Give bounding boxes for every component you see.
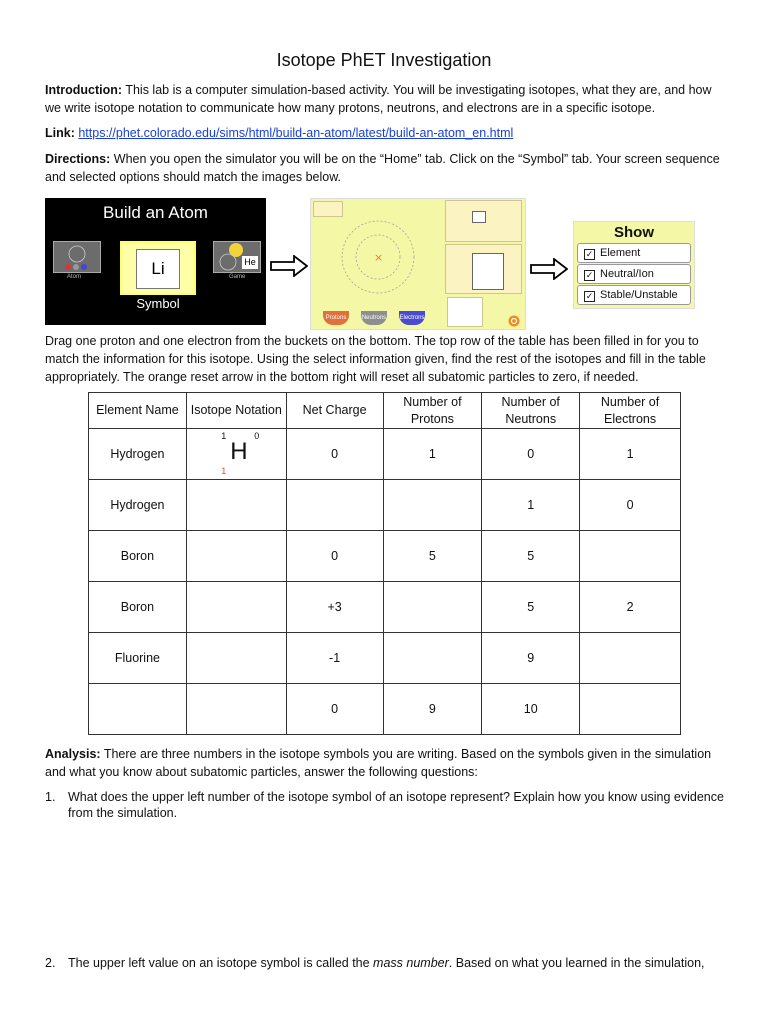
table-row <box>89 684 681 735</box>
net-charge-cell[interactable]: 0 <box>286 531 383 582</box>
electrons-cell[interactable]: 0 <box>580 480 681 531</box>
isotope-notation-cell <box>186 429 286 480</box>
introduction-paragraph <box>45 81 725 117</box>
question-2 <box>45 955 725 973</box>
atom-thumbnail-icon <box>54 242 100 272</box>
isotope-notation-cell[interactable] <box>186 582 286 633</box>
element-name-cell[interactable]: Boron <box>89 531 187 582</box>
net-charge-cell[interactable] <box>286 480 383 531</box>
column-header: Number of Electrons <box>580 393 681 429</box>
introduction-label: Introduction: <box>45 83 123 97</box>
question-text <box>68 955 728 971</box>
protons-bucket-label: Protons <box>325 315 347 321</box>
directions-text: When you open the simulator you will be on the “Home” tab. Click on the “Symbol” tab. Your screen sequence and selected options should match the images below. <box>45 152 720 184</box>
protons-cell[interactable]: 5 <box>383 531 482 582</box>
table-row <box>89 480 681 531</box>
electrons-cell[interactable]: 2 <box>580 582 681 633</box>
table-row <box>89 633 681 684</box>
atom-orbit-icon <box>333 217 423 307</box>
show-stable-unstable-option[interactable] <box>577 285 691 305</box>
isotope-symbol <box>206 431 266 477</box>
column-header: Isotope Notation <box>186 393 286 429</box>
net-charge-cell[interactable]: -1 <box>286 633 383 684</box>
mass-number-term: mass number <box>373 956 449 970</box>
table-row <box>89 429 681 480</box>
checkbox-checked-icon: ✓ <box>585 249 594 259</box>
table-row <box>89 582 681 633</box>
column-header: Number of Protons <box>383 393 482 429</box>
element-name-cell[interactable]: Hydrogen <box>89 480 187 531</box>
show-neutral-ion-option[interactable] <box>577 264 691 284</box>
element-symbol: H <box>230 438 248 465</box>
directions-label: Directions: <box>45 152 111 166</box>
neutrons-cell[interactable]: 5 <box>482 531 580 582</box>
page-title: Isotope PhET Investigation <box>276 50 492 70</box>
home-screen-image <box>45 198 266 325</box>
analysis-paragraph <box>45 745 725 781</box>
neutrons-cell[interactable]: 0 <box>482 429 580 480</box>
show-element-label: Element <box>600 247 641 259</box>
game-screen-thumbnail <box>213 241 261 273</box>
directions-paragraph <box>45 150 725 186</box>
analysis-text: There are three numbers in the isotope symbols you are writing. Based on the symbols given in the simulation and what you know about subatomic particles, answer the following questions: <box>45 747 712 779</box>
home-screen-title: Build an Atom <box>103 203 208 222</box>
element-name-cell[interactable] <box>89 684 187 735</box>
show-panel-title: Show <box>614 224 654 241</box>
checkbox-checked-icon: ✓ <box>585 270 594 280</box>
column-header: Net Charge <box>286 393 383 429</box>
question-number: 2. <box>45 956 56 970</box>
mass-number: 1 <box>221 431 227 441</box>
atomic-number: 1 <box>221 466 227 476</box>
atom-screen-thumbnail <box>53 241 101 273</box>
screen-sequence-figure <box>45 198 705 328</box>
isotope-notation-cell[interactable] <box>186 531 286 582</box>
column-header: Element Name <box>89 393 187 429</box>
element-panel <box>445 200 522 242</box>
symbol-screen-thumbnail <box>120 241 196 295</box>
protons-cell[interactable] <box>383 633 482 684</box>
electrons-cell[interactable] <box>580 684 681 735</box>
particle-count-panel <box>313 201 343 217</box>
element-name-cell: Hydrogen <box>89 429 187 480</box>
isotope-table <box>88 392 681 735</box>
charge-value: 0 <box>254 431 260 441</box>
net-charge-cell[interactable]: +3 <box>286 582 383 633</box>
symbol-tab-screenshot <box>310 198 526 330</box>
question-text-part: . Based on what you learned in the simulation, <box>448 956 705 970</box>
show-element-option[interactable] <box>577 243 691 263</box>
net-charge-cell[interactable]: 0 <box>286 684 383 735</box>
protons-bucket[interactable] <box>323 311 349 325</box>
checkbox-checked-icon: ✓ <box>585 291 594 301</box>
electrons-bucket[interactable] <box>399 311 425 325</box>
question-1 <box>45 789 725 823</box>
question-text-part: The upper left value on an isotope symbol is called the <box>68 956 374 970</box>
show-panel-image <box>573 221 695 309</box>
neutrons-cell[interactable]: 9 <box>482 633 580 684</box>
isotope-notation-cell[interactable] <box>186 684 286 735</box>
show-stable-unstable-label: Stable/Unstable <box>600 289 678 301</box>
element-name-cell[interactable]: Boron <box>89 582 187 633</box>
column-header: Number of Neutrons <box>482 393 580 429</box>
neutrons-bucket-label: Neutrons <box>361 315 387 321</box>
neutrons-bucket[interactable] <box>361 311 387 325</box>
protons-cell[interactable]: 9 <box>383 684 482 735</box>
reset-icon[interactable] <box>508 315 520 327</box>
protons-cell[interactable] <box>383 582 482 633</box>
periodic-table-icon <box>472 211 486 223</box>
element-name-cell[interactable]: Fluorine <box>89 633 187 684</box>
symbol-thumbnail-element: Li <box>136 249 180 289</box>
link-label: Link: <box>45 126 75 140</box>
drag-instructions-paragraph: Drag one proton and one electron from the buckets on the bottom. The top row of the table has been filled in for you to match the information for this isotope. Using the select information given, find the rest of the isotopes and fill in the table appropriately. The orange reset arrow in the bottom right will reset all subatomic particles to zero, if needed. <box>45 334 706 384</box>
neutrons-cell[interactable]: 5 <box>482 582 580 633</box>
table-header-row <box>89 393 681 429</box>
symbol-panel <box>445 244 522 294</box>
symbol-thumbnail-caption: Symbol <box>136 296 180 311</box>
electrons-bucket-label: Electrons <box>399 315 425 321</box>
neutrons-cell[interactable]: 10 <box>482 684 580 735</box>
isotope-notation-cell[interactable] <box>186 480 286 531</box>
introduction-text: This lab is a computer simulation-based activity. You will be investigating isotopes, what they are, and how we write isotope notation to communicate how many protons, neutrons, and electrons are in a specific isotope. <box>45 83 712 115</box>
question-number: 1. <box>45 790 56 804</box>
analysis-label: Analysis: <box>45 747 101 761</box>
isotope-notation-cell[interactable] <box>186 633 286 684</box>
symbol-display-box <box>472 253 504 290</box>
net-charge-cell[interactable]: 0 <box>286 429 383 480</box>
game-thumbnail-caption: Game <box>229 274 246 280</box>
right-arrow-icon <box>270 255 308 277</box>
svg-text:×: × <box>374 251 384 264</box>
atom-thumbnail-caption: Atom <box>67 274 82 280</box>
link-paragraph <box>45 124 725 142</box>
question-text: What does the upper left number of the isotope symbol of an isotope represent? Explain how you know using evidence from the simulation. <box>68 790 724 820</box>
electrons-cell[interactable]: 1 <box>580 429 681 480</box>
electrons-cell[interactable] <box>580 531 681 582</box>
protons-cell[interactable]: 1 <box>383 429 482 480</box>
show-options-panel <box>447 297 483 327</box>
show-neutral-ion-label: Neutral/Ion <box>600 268 654 280</box>
protons-cell[interactable] <box>383 480 482 531</box>
game-thumbnail-element: He <box>242 256 258 269</box>
electrons-cell[interactable] <box>580 633 681 684</box>
right-arrow-icon <box>530 258 568 280</box>
table-row <box>89 531 681 582</box>
neutrons-cell[interactable]: 1 <box>482 480 580 531</box>
simulation-link[interactable]: https://phet.colorado.edu/sims/html/build-an-atom/latest/build-an-atom_en.html <box>78 126 514 140</box>
